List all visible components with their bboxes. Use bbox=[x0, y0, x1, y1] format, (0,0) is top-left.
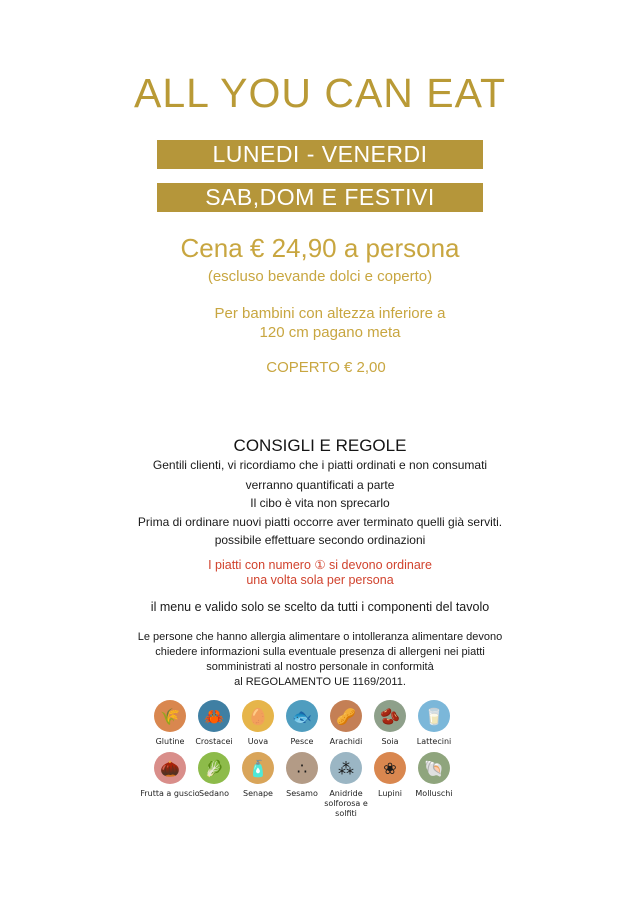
rules-title: CONSIGLI E REGOLE bbox=[233, 436, 407, 455]
peanut-icon: 🥜 bbox=[330, 700, 362, 732]
rule-line: Gentili clienti, vi ricordiamo che i piatti ordinati e non consumati bbox=[152, 458, 488, 472]
allergen-label: Anidride solforosa e solfiti bbox=[324, 789, 368, 818]
sulphite-icon: ⁂ bbox=[330, 752, 362, 784]
rule-line: possibile effettuare secondo ordinazioni bbox=[214, 533, 426, 547]
allergen-label: Frutta a guscio bbox=[140, 789, 200, 798]
cover-charge: COPERTO € 2,00 bbox=[266, 359, 386, 376]
allergen-label: Sesamo bbox=[286, 789, 318, 798]
allergy-note-line: Le persone che hanno allergia alimentare o intolleranza alimentare devono bbox=[137, 631, 503, 643]
children-note-line1: Per bambini con altezza inferiore a bbox=[214, 305, 446, 322]
rule-line: Prima di ordinare nuovi piatti occorre aver terminato quelli già serviti. bbox=[137, 515, 503, 529]
order-once-note-line2: una volta sola per persona bbox=[246, 573, 394, 587]
allergen-label: Uova bbox=[247, 737, 269, 746]
allergen-label: Lattecini bbox=[416, 737, 452, 746]
dinner-price: Cena € 24,90 a persona bbox=[180, 233, 460, 263]
lupin-icon: ❀ bbox=[374, 752, 406, 784]
weekend-band: SAB,DOM E FESTIVI bbox=[157, 183, 483, 212]
allergen-label: Pesce bbox=[290, 737, 314, 746]
sesame-icon: ∴ bbox=[286, 752, 318, 784]
rule-line: verranno quantificati a parte bbox=[245, 478, 395, 492]
fish-icon: 🐟 bbox=[286, 700, 318, 732]
allergy-note-line: al REGOLAMENTO UE 1169/2011. bbox=[234, 676, 406, 688]
soy-icon: 🫘 bbox=[374, 700, 406, 732]
allergy-note-line: somministrati al nostro personale in conformità bbox=[206, 661, 434, 673]
mustard-icon: 🧴 bbox=[242, 752, 274, 784]
allergen-label: Arachidi bbox=[329, 737, 363, 746]
table-menu-note: il menu e valido solo se scelto da tutti i componenti del tavolo bbox=[150, 600, 490, 614]
wheat-icon: 🌾 bbox=[154, 700, 186, 732]
price-exclusions: (escluso bevande dolci e coperto) bbox=[207, 268, 433, 285]
allergen-label: Sedano bbox=[199, 789, 229, 798]
allergen-label: Senape bbox=[243, 789, 273, 798]
allergen-label: Glutine bbox=[155, 737, 185, 746]
order-once-note-line1: I piatti con numero ① si devono ordinare bbox=[208, 558, 432, 572]
milk-icon: 🥛 bbox=[418, 700, 450, 732]
allergen-label: Soia bbox=[381, 737, 399, 746]
egg-icon: 🥚 bbox=[242, 700, 274, 732]
allergen-item bbox=[404, 700, 464, 747]
weekday-band: LUNEDI - VENERDI bbox=[157, 140, 483, 169]
allergen-label: Lupini bbox=[378, 789, 402, 798]
allergen-item bbox=[404, 752, 464, 799]
nut-icon: 🌰 bbox=[154, 752, 186, 784]
allergy-note-line: chiedere informazioni sulla eventuale presenza di allergeni nei piatti bbox=[155, 646, 485, 658]
page-title: ALL YOU CAN EAT bbox=[134, 70, 506, 116]
allergen-label: Molluschi bbox=[415, 789, 453, 798]
celery-icon: 🥬 bbox=[198, 752, 230, 784]
shell-icon: 🐚 bbox=[418, 752, 450, 784]
rule-line: Il cibo è vita non sprecarlo bbox=[250, 496, 390, 510]
crab-icon: 🦀 bbox=[198, 700, 230, 732]
allergen-label: Crostacei bbox=[195, 737, 233, 746]
children-note-line2: 120 cm pagano meta bbox=[259, 324, 401, 341]
